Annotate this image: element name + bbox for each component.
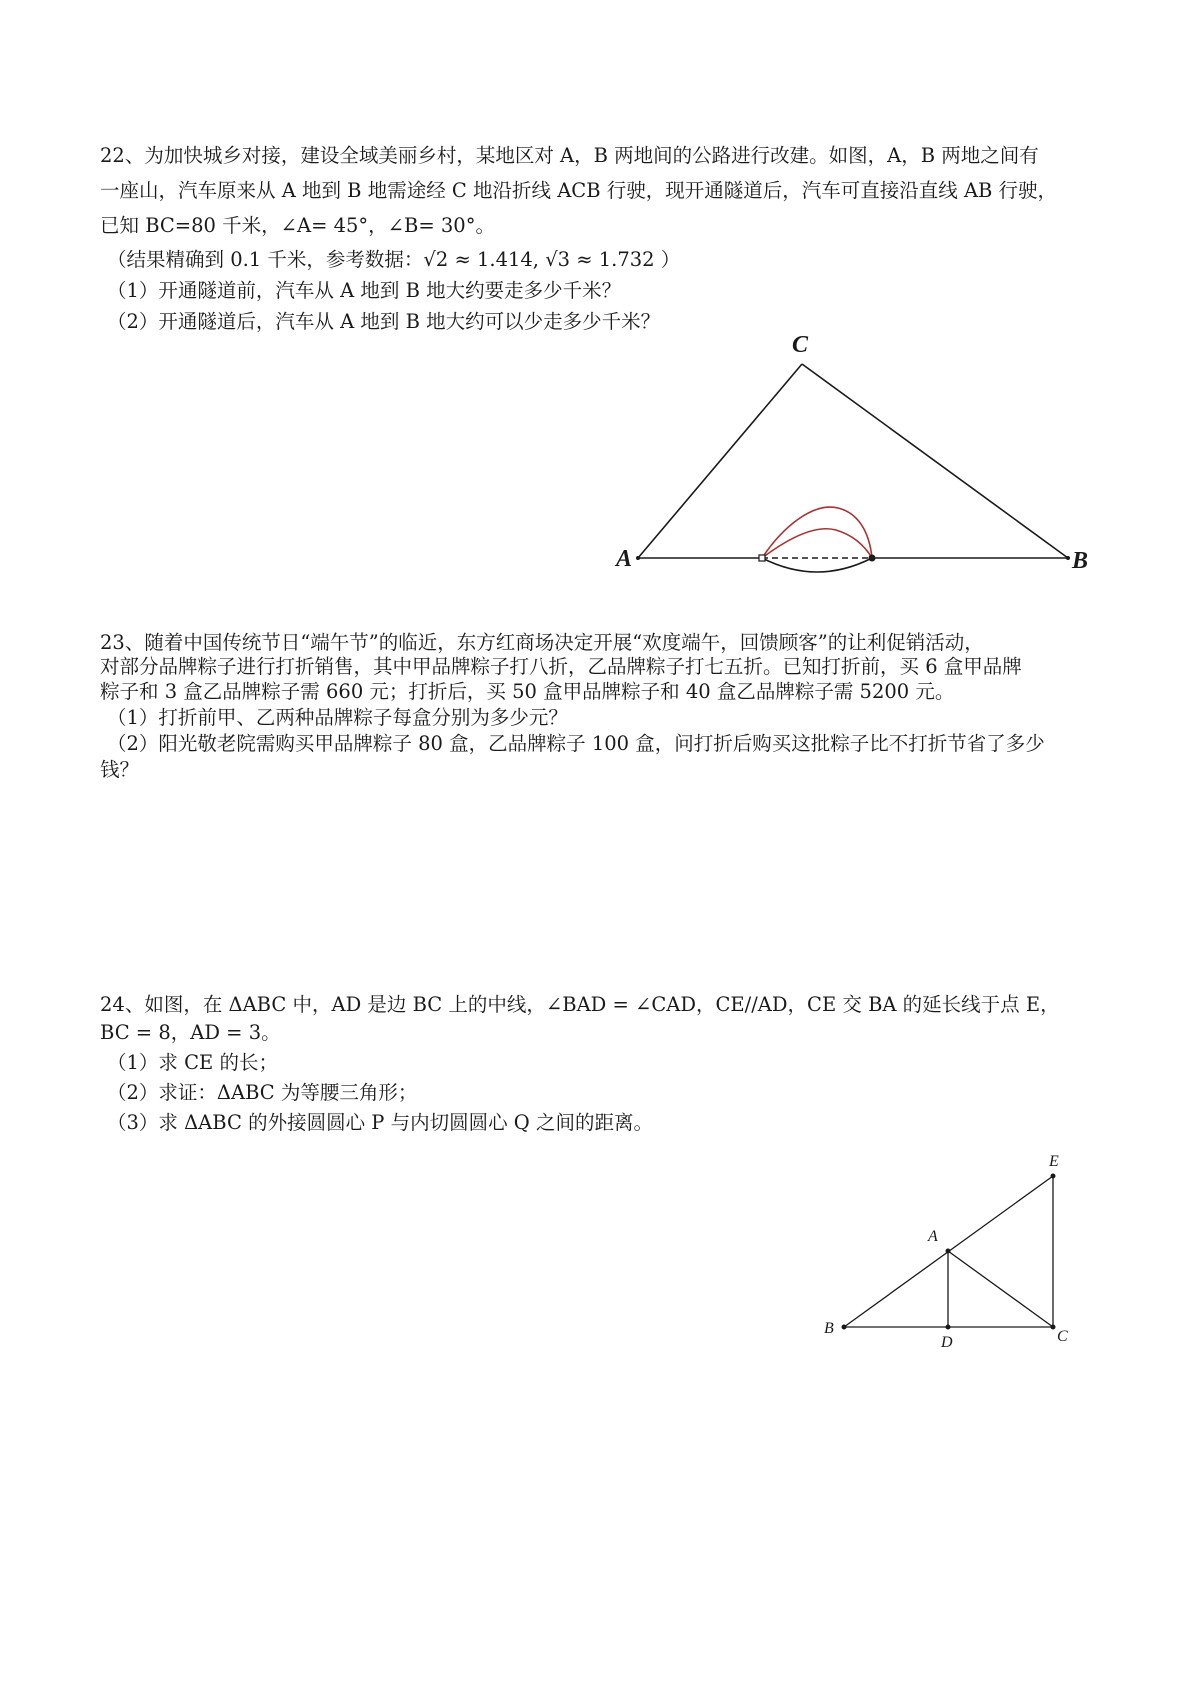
point-a-label: A — [928, 1228, 938, 1245]
point-e-dot — [1051, 1174, 1056, 1179]
point-b-label: B — [1072, 548, 1089, 574]
segment-ac — [948, 1251, 1053, 1327]
point-b-label: B — [824, 1320, 834, 1337]
tunnel-entrance-point — [759, 555, 765, 561]
point-c-label: C — [792, 332, 809, 358]
q22-line-2: 一座山，汽车原来从 A 地到 B 地需途经 C 地沿折线 ACB 行驶，现开通隧道后，汽车可直接沿直线 AB 行驶， — [100, 179, 1058, 202]
point-d-dot — [946, 1325, 951, 1330]
tunnel-exit-point — [869, 555, 876, 562]
segment-ac — [638, 364, 802, 558]
q24-part-3: （3）求 ΔABC 的外接圆圆心 P 与内切圆圆心 Q 之间的距离。 — [107, 1111, 653, 1134]
q22-part-1: （1）开通隧道前，汽车从 A 地到 B 地大约要走多少千米？ — [107, 279, 622, 302]
q23-line-1: 23、随着中国传统节日“端午节”的临近，东方红商场决定开展“欢度端午，回馈顾客”的让利促销活动， — [100, 631, 984, 654]
point-e-label: E — [1049, 1153, 1059, 1170]
point-a-dot — [636, 556, 640, 560]
q23-part-2-continued: 钱？ — [100, 758, 140, 781]
mountain-lower-outline — [762, 558, 872, 572]
q22-line-1: 22、为加快城乡对接，建设全域美丽乡村，某地区对 A，B 两地间的公路进行改建。如图，A，B 两地之间有 — [100, 144, 1039, 167]
point-c-label: C — [1057, 1328, 1068, 1345]
q22-line-3: 已知 BC=80 千米，∠A= 45°，∠B= 30°。 — [100, 214, 495, 237]
mountain-outer-ridge — [762, 507, 872, 558]
q23-line-3: 粽子和 3 盒乙品牌粽子需 660 元；打折后，买 50 盒甲品牌粽子和 40 盒乙品牌粽子需 5200 元。 — [100, 680, 955, 703]
q24-figure — [800, 1140, 1120, 1370]
q24-part-2: （2）求证：ΔABC 为等腰三角形； — [107, 1081, 418, 1104]
point-a-dot — [946, 1249, 951, 1254]
point-b-dot — [1066, 556, 1070, 560]
q23-part-2: （2）阳光敬老院需购买甲品牌粽子 80 盒，乙品牌粽子 100 盒，问打折后购买这批粽子比不打折节省了多少 — [107, 732, 1045, 755]
q22-reference-data: （结果精确到 0.1 千米，参考数据：√2 ≈ 1.414, √3 ≈ 1.732 ） — [107, 248, 681, 271]
q24-line-1: 24、如图，在 ΔABC 中，AD 是边 BC 上的中线，∠BAD = ∠CAD，CE//AD，CE 交 BA 的延长线于点 E， — [100, 993, 1060, 1016]
q22-figure — [600, 332, 1120, 590]
q23-line-2: 对部分品牌粽子进行打折销售，其中甲品牌粽子打八折，乙品牌粽子打七五折。已知打折前，买 6 盒甲品牌 — [100, 655, 1022, 678]
q24-line-2: BC = 8，AD = 3。 — [100, 1021, 281, 1044]
point-b-dot — [842, 1325, 847, 1330]
point-c-dot — [1051, 1325, 1056, 1330]
mountain-inner-ridge — [762, 529, 872, 558]
q24-part-1: （1）求 CE 的长； — [107, 1051, 278, 1074]
q22-part-2: （2）开通隧道后，汽车从 A 地到 B 地大约可以少走多少千米？ — [107, 310, 661, 333]
point-d-label: D — [941, 1334, 953, 1351]
q23-part-1: （1）打折前甲、乙两种品牌粽子每盒分别为多少元？ — [107, 706, 568, 729]
point-a-label: A — [616, 546, 633, 572]
segment-cb — [802, 364, 1068, 558]
